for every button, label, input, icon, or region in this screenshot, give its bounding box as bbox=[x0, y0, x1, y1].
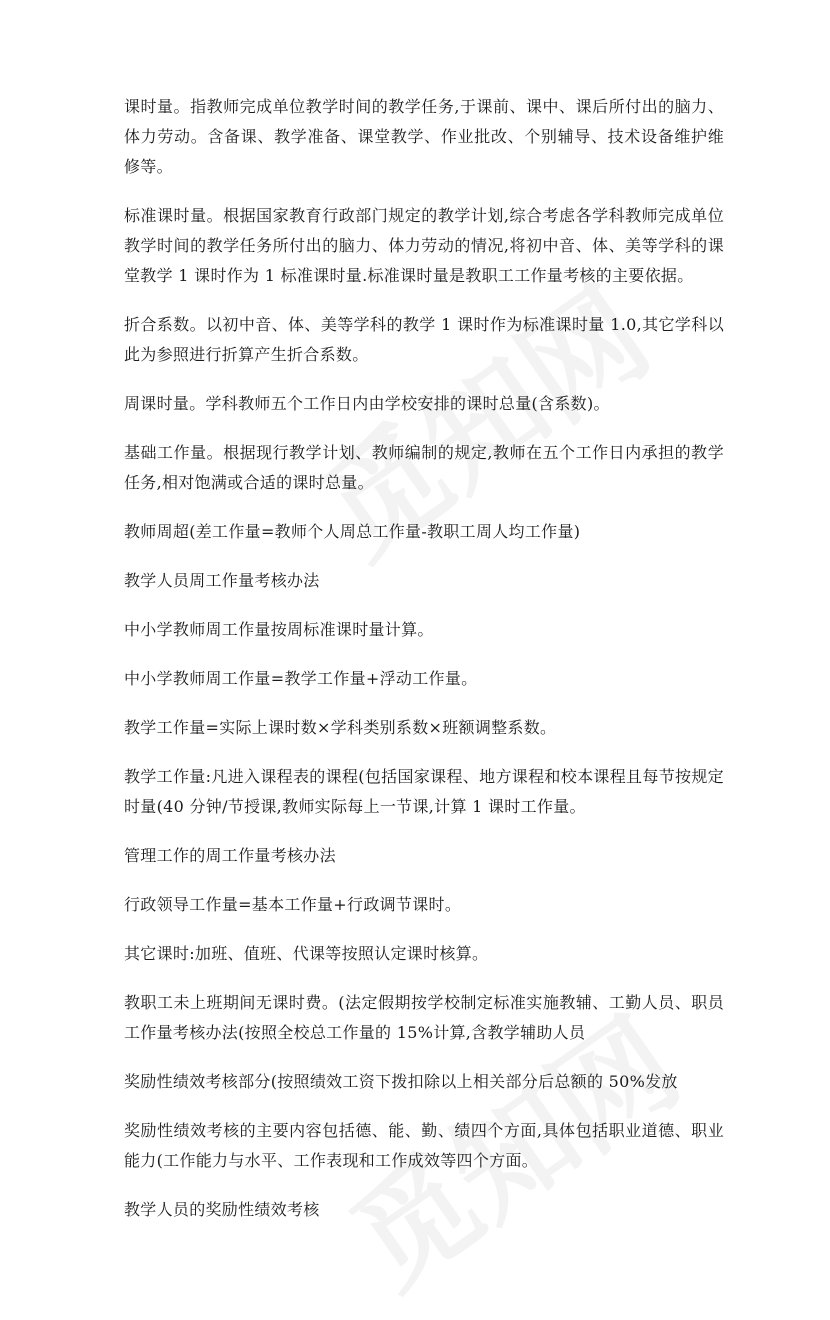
paragraph: 教职工未上班期间无课时费。(法定假期按学校制定标准实施教辅、工勤人员、职员工作量考核办法(按照全校总工作量的 15%计算,含教学辅助人员 bbox=[124, 993, 724, 1042]
document-body bbox=[124, 92, 724, 1244]
paragraph: 基础工作量。根据现行教学计划、教师编制的规定,教师在五个工作日内承担的教学任务,相对饱满或合适的课时总量。 bbox=[124, 443, 724, 492]
paragraph: 教学工作量=实际上课时数×学科类别系数×班额调整系数。 bbox=[124, 718, 557, 737]
paragraph: 其它课时:加班、值班、代课等按照认定课时核算。 bbox=[124, 944, 489, 963]
paragraph: 中小学教师周工作量按周标准课时量计算。 bbox=[124, 620, 434, 639]
paragraph: 教学人员的奖励性绩效考核 bbox=[124, 1200, 320, 1219]
paragraph: 课时量。指教师完成单位教学时间的教学任务,于课前、课中、课后所付出的脑力、体力劳动。含备课、教学准备、课堂教学、作业批改、个别辅导、技术设备维护维修等。 bbox=[124, 97, 724, 176]
paragraph: 奖励性绩效考核部分(按照绩效工资下拨扣除以上相关部分后总额的 50%发放 bbox=[124, 1072, 678, 1091]
paragraph: 中小学教师周工作量=教学工作量+浮动工作量。 bbox=[124, 669, 478, 688]
paragraph: 折合系数。以初中音、体、美等学科的教学 1 课时作为标准课时量 1.0,其它学科以此为参照进行折算产生折合系数。 bbox=[124, 315, 724, 364]
paragraph: 教师周超(差工作量=教师个人周总工作量-教职工周人均工作量) bbox=[124, 522, 581, 541]
paragraph: 教学工作量:凡进入课程表的课程(包括国家课程、地方课程和校本课程且每节按规定时量(40 分钟/节授课,教师实际每上一节课,计算 1 课时工作量。 bbox=[124, 767, 724, 816]
paragraph: 周课时量。学科教师五个工作日内由学校安排的课时总量(含系数)。 bbox=[124, 394, 610, 413]
paragraph: 奖励性绩效考核的主要内容包括德、能、勤、绩四个方面,具体包括职业道德、职业能力(工作能力与水平、工作表现和工作成效等四个方面。 bbox=[124, 1121, 724, 1170]
paragraph: 标准课时量。根据国家教育行政部门规定的教学计划,综合考虑各学科教师完成单位教学时间的教学任务所付出的脑力、体力劳动的情况,将初中音、体、美等学科的课堂教学 1 课时作为 1 标准课时量.标准课时量是教职工工作量考核的主要依据。 bbox=[124, 206, 724, 285]
paragraph: 管理工作的周工作量考核办法 bbox=[124, 846, 336, 865]
paragraph: 行政领导工作量=基本工作量+行政调节课时。 bbox=[124, 895, 462, 914]
paragraph: 教学人员周工作量考核办法 bbox=[124, 571, 320, 590]
